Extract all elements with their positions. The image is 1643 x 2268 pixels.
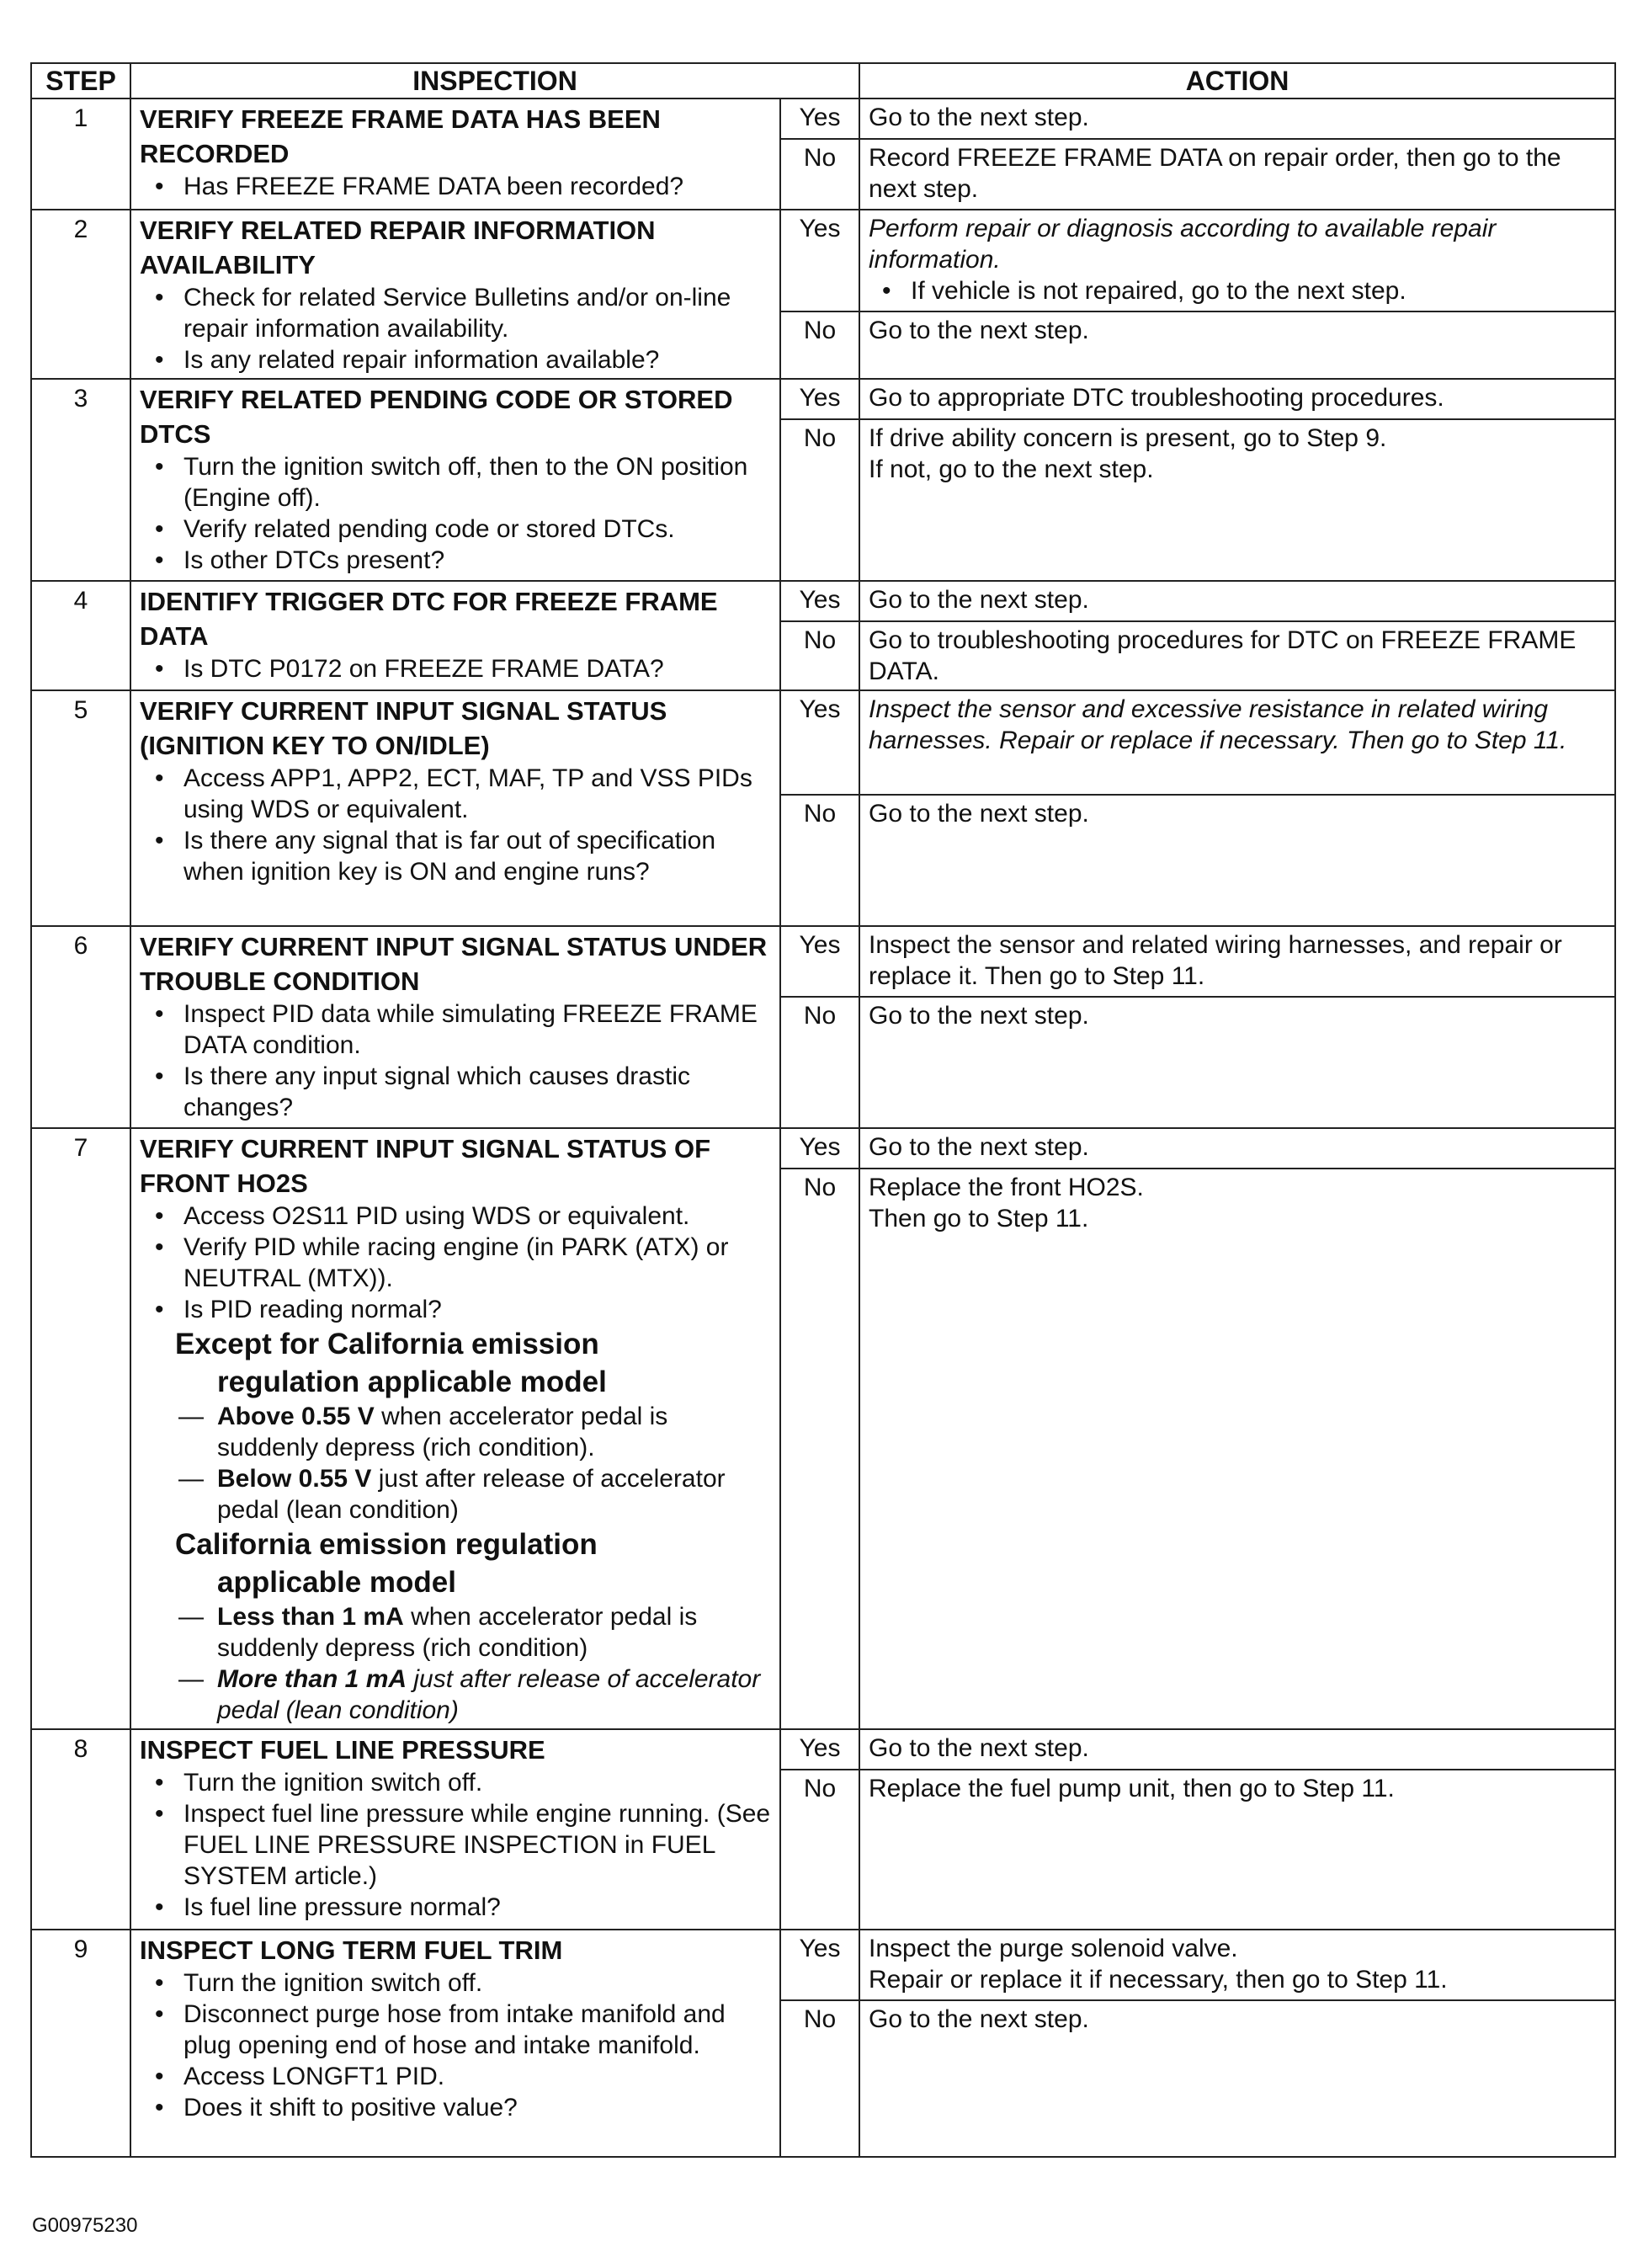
list-item: • Is fuel line pressure normal? [183,1892,771,1923]
inspection-cell [130,581,780,690]
table-row [31,98,1615,139]
no-action: Go to the next step. [859,795,1615,926]
no-label: No [780,997,859,1128]
no-label: No [780,1169,859,1729]
list-item: • Is there any signal that is far out of specification when ignition key is ON and engine runs? [183,825,771,887]
yes-action: Go to the next step. [859,1128,1615,1169]
criteria-condition: when accelerator pedal is suddenly depress (rich condition). [217,1403,668,1461]
inspection-cell [130,379,780,581]
criteria-value: Above 0.55 V [217,1403,375,1430]
yes-action: Go to appropriate DTC troubleshooting procedures. [859,379,1615,419]
yes-action-line-2: Repair or replace it if necessary, then go to Step 11. [869,1966,1448,1994]
no-action-line-1: If drive ability concern is present, go to Step 9. [869,424,1387,452]
step-number: 7 [31,1128,130,1729]
no-action [859,419,1615,581]
list-item: • Access LONGFT1 PID. [183,2061,771,2092]
yes-action: Inspect the sensor and related wiring harnesses, and repair or replace it. Then go to Step 11. [859,926,1615,997]
inspection-cell [130,98,780,210]
no-label: No [780,419,859,581]
table-row [31,1930,1615,2000]
yes-action: Go to the next step. [859,1729,1615,1770]
step-number: 5 [31,690,130,926]
inspection-cell [130,690,780,926]
inspection-bullet-list [140,1767,771,1923]
inspection-cell [130,1930,780,2157]
yes-action: Go to the next step. [859,581,1615,621]
yes-label: Yes [780,379,859,419]
yes-label: Yes [780,1128,859,1169]
inspection-title: INSPECT FUEL LINE PRESSURE [140,1735,545,1765]
yes-label: Yes [780,690,859,795]
no-label: No [780,311,859,379]
no-action-line-1: Replace the front HO2S. [869,1174,1144,1201]
no-label: No [780,1770,859,1930]
yes-action-text: Perform repair or diagnosis according to available repair information. [869,215,1497,274]
criteria-condition: just after release of accelerator pedal (lean condition) [217,1665,761,1724]
list-item: • Turn the ignition switch off. [183,1967,771,1999]
table-row [31,581,1615,621]
criteria-heading [175,1325,771,1401]
inspection-title: VERIFY RELATED PENDING CODE OR STORED DTCS [140,385,733,449]
yes-label: Yes [780,581,859,621]
inspection-bullet-list [140,451,771,576]
inspection-cell [130,1729,780,1930]
criteria-value: Below 0.55 V [217,1465,372,1493]
diagnostic-procedure-document [30,62,1614,2158]
no-action-line-2: Then go to Step 11. [869,1205,1089,1232]
no-action: Go to the next step. [859,997,1615,1128]
yes-action-line-1: Inspect the purge solenoid valve. [869,1935,1238,1962]
inspection-title: INSPECT LONG TERM FUEL TRIM [140,1935,563,1965]
criteria-item: — Above 0.55 V when accelerator pedal is suddenly depress (rich condition). [178,1403,668,1461]
action-bullet-list [869,275,1606,306]
list-item: • Is PID reading normal? [183,1294,771,1325]
list-item: • Disconnect purge hose from intake manifold and plug opening end of hose and intake manifold. [183,1999,771,2061]
no-label: No [780,2000,859,2157]
criteria-item: — Below 0.55 V just after release of accelerator pedal (lean condition) [178,1465,726,1524]
criteria-item: — More than 1 mA just after release of accelerator pedal (lean condition) [178,1665,761,1724]
table-header-row [31,63,1615,98]
list-item: • Inspect PID data while simulating FREEZE FRAME DATA condition. [183,998,771,1061]
criteria-heading-line-2: regulation applicable model [217,1366,607,1398]
criteria-heading [175,1525,771,1601]
step-number: 8 [31,1729,130,1930]
yes-label: Yes [780,210,859,311]
inspection-title: VERIFY FREEZE FRAME DATA HAS BEEN RECORDED [140,104,661,168]
list-item: • Access APP1, APP2, ECT, MAF, TP and VSS PIDs using WDS or equivalent. [183,763,771,825]
inspection-bullet-list [140,1967,771,2123]
no-label: No [780,621,859,690]
no-label: No [780,139,859,210]
list-item: • Verify PID while racing engine (in PARK (ATX) or NEUTRAL (MTX)). [183,1232,771,1294]
list-item: • Is there any input signal which causes drastic changes? [183,1061,771,1123]
no-action: Go to troubleshooting procedures for DTC on FREEZE FRAME DATA. [859,621,1615,690]
no-action-line-2: If not, go to the next step. [869,455,1154,483]
criteria-value: More than 1 mA [217,1665,407,1693]
inspection-bullet-list [140,998,771,1123]
table-row [31,690,1615,795]
inspection-title: VERIFY CURRENT INPUT SIGNAL STATUS OF FRONT HO2S [140,1134,711,1198]
no-action: Record FREEZE FRAME DATA on repair order, then go to the next step. [859,139,1615,210]
inspection-title: VERIFY CURRENT INPUT SIGNAL STATUS UNDER TROUBLE CONDITION [140,932,768,996]
list-item: • Turn the ignition switch off. [183,1767,771,1798]
step-number: 3 [31,379,130,581]
criteria-condition: just after release of accelerator pedal (lean condition) [217,1465,726,1524]
figure-id: G00975230 [32,2214,138,2237]
no-action [859,1169,1615,1729]
list-item: • If vehicle is not repaired, go to the next step. [911,275,1606,306]
inspection-cell [130,1128,780,1729]
criteria-heading-line-1: California emission regulation [175,1528,598,1561]
yes-action [859,210,1615,311]
action-column-header: ACTION [859,63,1615,98]
step-number: 6 [31,926,130,1128]
no-action: Go to the next step. [859,2000,1615,2157]
table-row [31,1729,1615,1770]
step-number: 9 [31,1930,130,2157]
step-number: 1 [31,98,130,210]
no-action: Go to the next step. [859,311,1615,379]
yes-action: Inspect the sensor and excessive resistance in related wiring harnesses. Repair or replace if necessary. Then go to Step 11. [859,690,1615,795]
list-item: • Verify related pending code or stored DTCs. [183,514,771,545]
list-item: • Has FREEZE FRAME DATA been recorded? [183,171,771,202]
inspection-cell [130,926,780,1128]
list-item: • Is any related repair information available? [183,344,771,375]
inspection-title: IDENTIFY TRIGGER DTC FOR FREEZE FRAME DATA [140,587,718,651]
yes-label: Yes [780,98,859,139]
inspection-bullet-list [140,763,771,887]
yes-action [859,1930,1615,2000]
inspection-bullet-list [140,653,771,684]
yes-action: Go to the next step. [859,98,1615,139]
inspection-bullet-list [140,171,771,202]
inspection-title: VERIFY CURRENT INPUT SIGNAL STATUS (IGNITION KEY TO ON/IDLE) [140,696,667,760]
inspection-cell [130,210,780,379]
yes-label: Yes [780,1729,859,1770]
table-row [31,1128,1615,1169]
list-item: • Check for related Service Bulletins and/or on-line repair information availability. [183,282,771,344]
diagnostic-table [30,62,1616,2158]
yes-label: Yes [780,1930,859,2000]
inspection-bullet-list [140,282,771,375]
table-row [31,379,1615,419]
inspection-column-header: INSPECTION [130,63,859,98]
criteria-item: — Less than 1 mA when accelerator pedal is suddenly depress (rich condition) [178,1603,698,1662]
table-row [31,210,1615,311]
inspection-title: VERIFY RELATED REPAIR INFORMATION AVAILABILITY [140,216,656,280]
step-column-header: STEP [31,63,130,98]
inspection-bullet-list [140,1201,771,1325]
no-action: Replace the fuel pump unit, then go to Step 11. [859,1770,1615,1930]
list-item: • Access O2S11 PID using WDS or equivalent. [183,1201,771,1232]
list-item: • Is other DTCs present? [183,545,771,576]
list-item: • Turn the ignition switch off, then to the ON position (Engine off). [183,451,771,514]
list-item: • Inspect fuel line pressure while engine running. (See FUEL LINE PRESSURE INSPECTION in FUEL SYSTEM article.) [183,1798,771,1892]
list-item: • Does it shift to positive value? [183,2092,771,2123]
step-number: 2 [31,210,130,379]
step-number: 4 [31,581,130,690]
criteria-heading-line-2: applicable model [217,1566,456,1599]
criteria-heading-line-1: Except for California emission [175,1328,599,1360]
yes-label: Yes [780,926,859,997]
criteria-condition: when accelerator pedal is suddenly depress (rich condition) [217,1603,698,1662]
criteria-value: Less than 1 mA [217,1603,404,1631]
no-label: No [780,795,859,926]
table-row [31,926,1615,997]
list-item: • Is DTC P0172 on FREEZE FRAME DATA? [183,653,771,684]
